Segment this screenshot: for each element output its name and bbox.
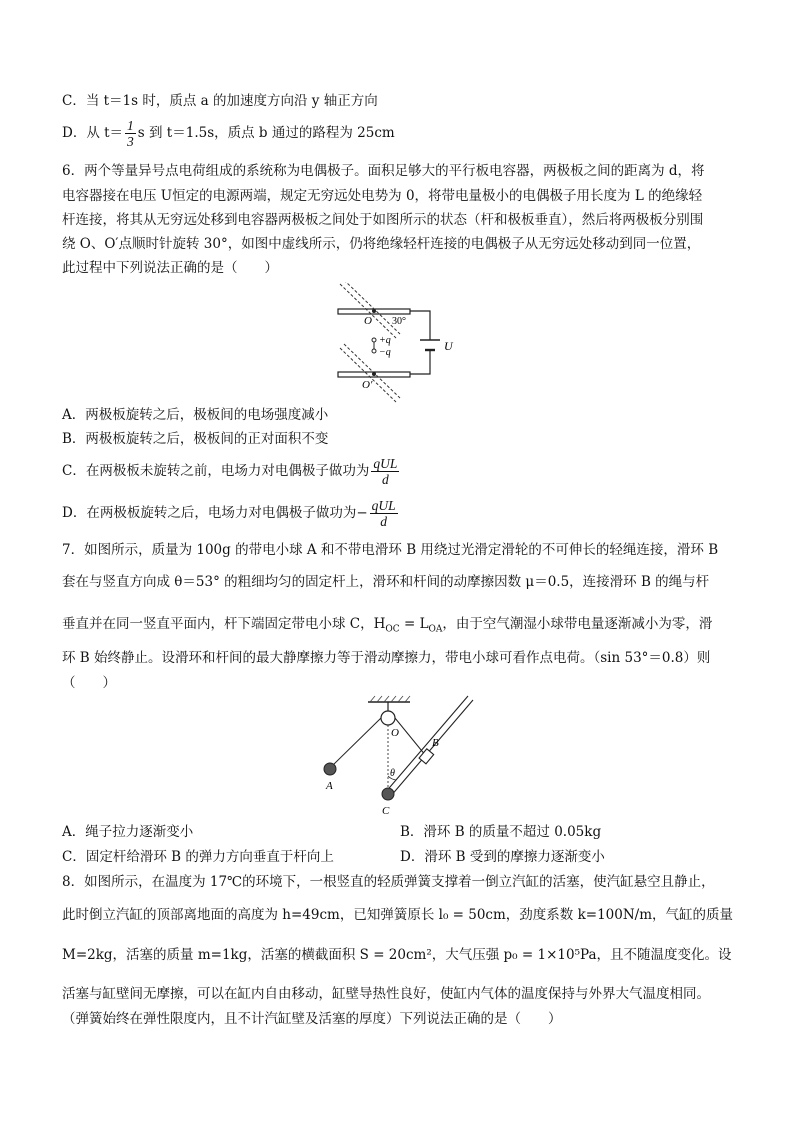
q5-option-d-fraction (125, 118, 136, 149)
q6-option-c-fraction (371, 456, 399, 487)
label-o: O (391, 727, 399, 739)
label-minus-q: −q (379, 347, 391, 358)
label-theta: θ (390, 768, 395, 779)
fraction-denominator: d (381, 472, 389, 487)
fraction-numerator: qUL (373, 456, 398, 471)
ball-c (382, 788, 394, 800)
q8-stem-line-4: 活塞与缸壁间无摩擦，可以在缸内自由移动，缸壁导热性良好，使缸内气体的温度保持与外界大气温度相同。 (62, 986, 710, 1002)
string-to-a (332, 718, 381, 766)
q7-option-d: D．滑环 B 受到的摩擦力逐渐变小 (400, 849, 605, 865)
q6-option-a: A．两极板旋转之后，极板间的电场强度减小 (62, 407, 329, 423)
q6-stem-line-2: 电容器接在电压 U恒定的电源两端，规定无穷远处电势为 0，将带电量极小的电偶极子用长度为 L 的绝缘轻 (62, 188, 703, 204)
q7-stem-line-3 (62, 615, 712, 639)
capacitor-dipole-figure (330, 282, 470, 404)
q6-option-c (62, 456, 401, 487)
pulley-ring-figure (318, 694, 478, 818)
label-u: U (444, 339, 453, 353)
q7-line3-pre: 垂直并在同一竖直平面内，杆下端固定带电小球 C，H (62, 616, 386, 632)
q7-line3-mid: = L (399, 616, 429, 632)
q7-stem-line-4: 环 B 始终静止。设滑环和杆间的最大静摩擦力等于滑动摩擦力，带电小球可看作点电荷。（sin 53°＝0.8）则 (62, 650, 711, 666)
label-c: C (382, 805, 390, 817)
dipole-positive-charge (372, 338, 376, 342)
label-angle: 30° (392, 316, 406, 327)
q7-option-b: B．滑环 B 的质量不超过 0.05kg (400, 824, 602, 840)
q6-option-d-fraction (370, 498, 398, 529)
q6-option-d (62, 498, 400, 529)
q7-line3-post: ，由于空气潮湿小球带电量逐渐减小为零，滑 (442, 616, 713, 632)
fraction-numerator: qUL (371, 498, 396, 513)
q6-stem-line-4: 绕 O、O′点顺时针旋转 30°，如图中虚线所示，仍将绝缘轻杆连接的电偶极子从无穷远处移动到同一位置， (62, 236, 701, 252)
fraction-denominator: d (380, 514, 388, 529)
q6-stem-line-5: 此过程中下列说法正确的是（ ） (62, 260, 278, 276)
sub-oc: OC (385, 624, 400, 635)
q6-option-b: B．两极板旋转之后，极板间的正对面积不变 (62, 431, 329, 447)
string-to-b (395, 718, 426, 756)
pivot-o (372, 309, 376, 313)
dipole-negative-charge (372, 349, 376, 353)
ball-a (324, 763, 336, 775)
q5-option-d-pre: D．从 t＝ (62, 125, 124, 141)
q7-stem-line-1: 7．如图所示，质量为 100g 的带电小球 A 和不带电滑环 B 用绕过光滑定滑轮的不可伸长的轻绳连接，滑环 B (62, 542, 719, 558)
label-a: A (326, 780, 333, 792)
pivot-o-prime (372, 372, 376, 376)
ceiling-hatching (370, 696, 410, 702)
q6-stem-line-1: 6．两个等量异号点电荷组成的系统称为电偶极子。面积足够大的平行板电容器，两极板之间的距离为 d，将 (62, 163, 705, 179)
q6-stem-line-3: 杆连接，将其从无穷远处移到电容器两极板之间处于如图所示的状态（杆和极板垂直），然后将两极板分别围 (62, 212, 704, 228)
q7-option-a: A．绳子拉力逐渐变小 (62, 824, 194, 840)
q6-option-d-text: D．在两极板旋转之后，电场力对电偶极子做功为 (62, 505, 357, 521)
wire-top (410, 311, 430, 340)
q8-stem-line-2: 此时倒立汽缸的顶部离地面的高度为 h=49cm，已知弹簧原长 l₀ = 50cm，劲度系数 k=100N/m，气缸的质量 (62, 907, 734, 923)
label-o-prime: O′ (362, 379, 373, 391)
label-plus-q: +q (379, 335, 391, 346)
label-o: O (364, 315, 372, 327)
q5-option-d-post: s 到 t＝1.5s，质点 b 通过的路程为 25cm (137, 125, 395, 141)
q5-option-c: C．当 t＝1s 时，质点 a 的加速度方向沿 y 轴正方向 (62, 93, 378, 109)
q6-option-c-text: C．在两极板未旋转之前，电场力对电偶极子做功为 (62, 463, 370, 479)
wire-bottom (410, 350, 430, 374)
q8-stem-line-5: （弹簧始终在弹性限度内，且不计汽缸壁及活塞的厚度）下列说法正确的是（ ） (62, 1011, 562, 1027)
fixed-rod-edge-1 (384, 696, 468, 794)
q8-stem-line-1: 8．如图所示，在温度为 17℃的环境下，一根竖直的轻质弹簧支撑着一倒立汽缸的活塞，使汽缸悬空且静止， (62, 874, 715, 890)
q8-stem-line-3: M=2kg，活塞的质量 m=1kg，活塞的横截面积 S = 20cm²，大气压强 p₀ = 1×10⁵Pa，且不随温度变化。设 (62, 947, 732, 963)
q7-option-c: C．固定杆给滑环 B 的弹力方向垂直于杆向上 (62, 849, 334, 865)
sub-oa: OA (428, 624, 443, 635)
label-b: B (432, 737, 439, 749)
fraction-numerator: 1 (127, 118, 134, 133)
fraction-denominator: 3 (127, 134, 134, 149)
q5-option-d (62, 118, 395, 149)
minus-sign: − (356, 505, 368, 521)
q7-stem-line-5: （ ） (62, 675, 116, 691)
q7-stem-line-2: 套在与竖直方向成 θ＝53° 的粗细均匀的固定杆上，滑环和杆间的动摩擦因数 μ＝0.5，连接滑环 B 的绳与杆 (62, 574, 710, 590)
pulley (381, 711, 395, 725)
